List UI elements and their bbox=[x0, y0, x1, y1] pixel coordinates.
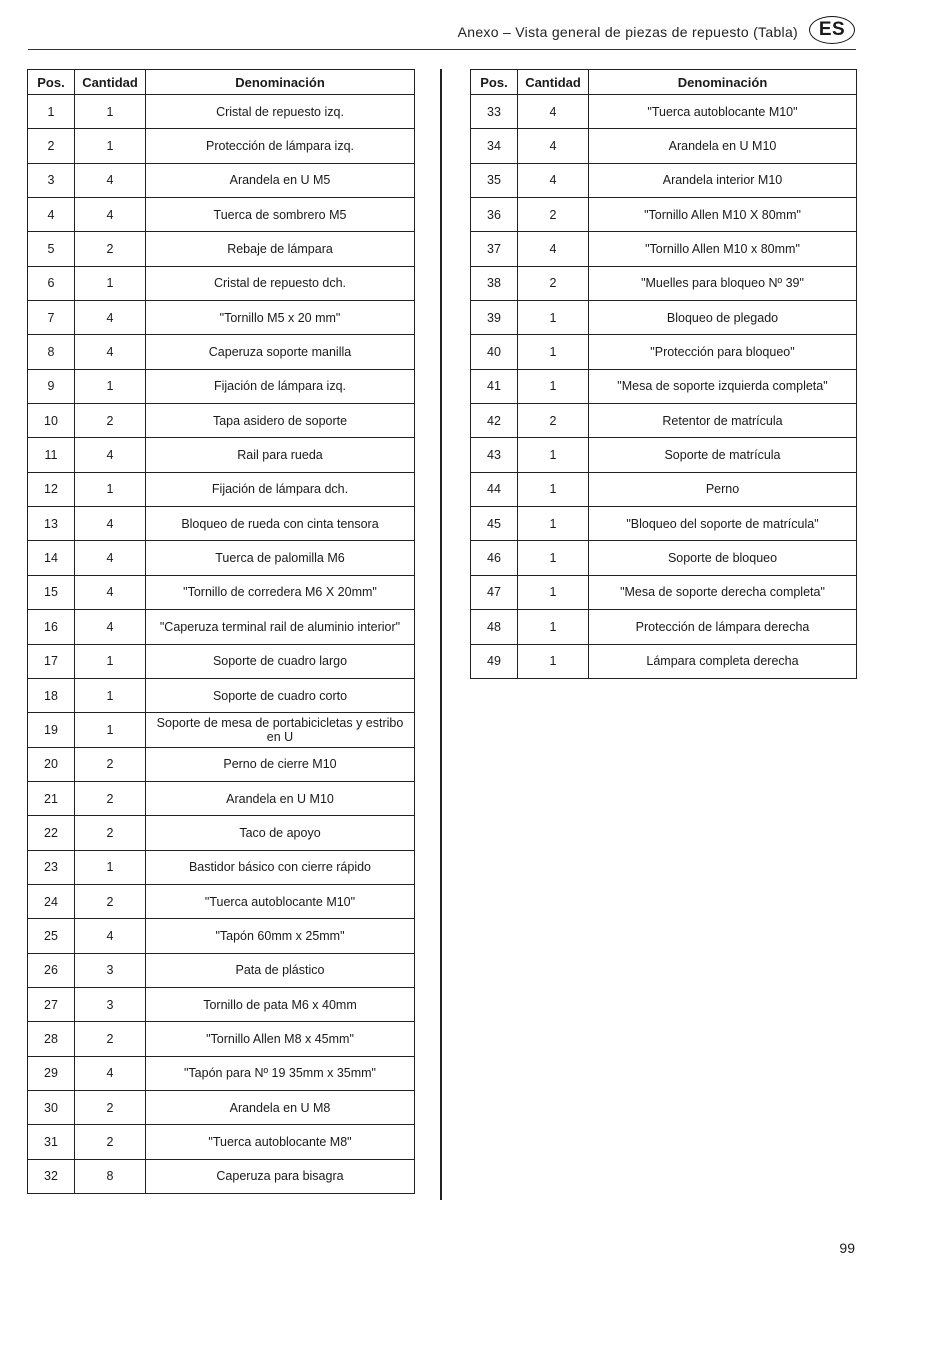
part-position: 12 bbox=[28, 472, 75, 506]
table-row bbox=[28, 198, 415, 232]
part-quantity: 2 bbox=[75, 1090, 146, 1124]
part-name: Perno de cierre M10 bbox=[146, 747, 415, 781]
part-position: 19 bbox=[28, 713, 75, 747]
part-quantity: 4 bbox=[75, 919, 146, 953]
table-row bbox=[471, 472, 857, 506]
part-name: Arandela en U M10 bbox=[146, 781, 415, 815]
table-row bbox=[28, 232, 415, 266]
part-quantity: 1 bbox=[75, 850, 146, 884]
part-quantity: 1 bbox=[518, 472, 589, 506]
table-row bbox=[28, 1056, 415, 1090]
table-row bbox=[471, 335, 857, 369]
part-name: Bloqueo de plegado bbox=[589, 301, 857, 335]
part-name: Soporte de cuadro corto bbox=[146, 678, 415, 712]
table-row bbox=[28, 95, 415, 129]
part-quantity: 4 bbox=[75, 438, 146, 472]
part-position: 16 bbox=[28, 610, 75, 644]
part-name: Caperuza para bisagra bbox=[146, 1159, 415, 1193]
part-quantity: 1 bbox=[75, 472, 146, 506]
part-quantity: 4 bbox=[75, 610, 146, 644]
table-row bbox=[28, 266, 415, 300]
part-quantity: 2 bbox=[75, 884, 146, 918]
part-name: Rebaje de lámpara bbox=[146, 232, 415, 266]
part-position: 4 bbox=[28, 198, 75, 232]
table-row bbox=[28, 850, 415, 884]
part-position: 2 bbox=[28, 129, 75, 163]
part-name: Tuerca de palomilla M6 bbox=[146, 541, 415, 575]
table-row bbox=[471, 507, 857, 541]
table-row bbox=[28, 335, 415, 369]
part-quantity: 4 bbox=[75, 575, 146, 609]
part-quantity: 1 bbox=[518, 507, 589, 541]
part-name: Soporte de mesa de portabicicletas y estribo en U bbox=[146, 713, 415, 747]
table-row bbox=[471, 301, 857, 335]
part-position: 13 bbox=[28, 507, 75, 541]
part-name: "Tornillo Allen M10 x 80mm" bbox=[589, 232, 857, 266]
column-header-name: Denominación bbox=[146, 70, 415, 95]
table-row bbox=[471, 129, 857, 163]
part-quantity: 1 bbox=[75, 129, 146, 163]
part-position: 43 bbox=[471, 438, 518, 472]
part-position: 10 bbox=[28, 404, 75, 438]
table-row bbox=[28, 1022, 415, 1056]
part-position: 27 bbox=[28, 987, 75, 1021]
table-row bbox=[28, 678, 415, 712]
part-quantity: 2 bbox=[75, 404, 146, 438]
part-name: "Tornillo Allen M8 x 45mm" bbox=[146, 1022, 415, 1056]
part-quantity: 1 bbox=[518, 575, 589, 609]
part-position: 22 bbox=[28, 816, 75, 850]
part-quantity: 4 bbox=[75, 198, 146, 232]
part-quantity: 4 bbox=[75, 541, 146, 575]
part-quantity: 1 bbox=[75, 644, 146, 678]
part-quantity: 4 bbox=[75, 301, 146, 335]
part-name: "Tornillo de corredera M6 X 20mm" bbox=[146, 575, 415, 609]
part-position: 34 bbox=[471, 129, 518, 163]
table-row bbox=[28, 713, 415, 747]
part-position: 37 bbox=[471, 232, 518, 266]
part-name: Soporte de cuadro largo bbox=[146, 644, 415, 678]
part-quantity: 1 bbox=[518, 541, 589, 575]
part-position: 29 bbox=[28, 1056, 75, 1090]
column-divider bbox=[440, 69, 442, 1200]
part-position: 31 bbox=[28, 1125, 75, 1159]
part-position: 40 bbox=[471, 335, 518, 369]
table-row bbox=[471, 438, 857, 472]
part-quantity: 4 bbox=[75, 163, 146, 197]
table-row bbox=[471, 610, 857, 644]
part-name: "Muelles para bloqueo Nº 39" bbox=[589, 266, 857, 300]
table-row bbox=[471, 266, 857, 300]
part-quantity: 4 bbox=[518, 232, 589, 266]
table-row bbox=[28, 747, 415, 781]
table-row bbox=[28, 1159, 415, 1193]
part-name: "Caperuza terminal rail de aluminio interior" bbox=[146, 610, 415, 644]
part-position: 3 bbox=[28, 163, 75, 197]
part-quantity: 1 bbox=[518, 301, 589, 335]
part-quantity: 4 bbox=[518, 163, 589, 197]
part-name: "Tuerca autoblocante M8" bbox=[146, 1125, 415, 1159]
part-quantity: 4 bbox=[518, 95, 589, 129]
table-row bbox=[28, 953, 415, 987]
part-quantity: 4 bbox=[75, 507, 146, 541]
part-position: 42 bbox=[471, 404, 518, 438]
part-position: 38 bbox=[471, 266, 518, 300]
part-position: 48 bbox=[471, 610, 518, 644]
part-name: "Mesa de soporte izquierda completa" bbox=[589, 369, 857, 403]
header-divider bbox=[28, 49, 856, 50]
table-row bbox=[471, 198, 857, 232]
part-quantity: 3 bbox=[75, 953, 146, 987]
part-quantity: 8 bbox=[75, 1159, 146, 1193]
table-row bbox=[28, 507, 415, 541]
part-position: 28 bbox=[28, 1022, 75, 1056]
table-row bbox=[28, 575, 415, 609]
part-name: Bastidor básico con cierre rápido bbox=[146, 850, 415, 884]
part-name: Protección de lámpara derecha bbox=[589, 610, 857, 644]
table-row bbox=[28, 1125, 415, 1159]
part-name: Fijación de lámpara dch. bbox=[146, 472, 415, 506]
part-position: 30 bbox=[28, 1090, 75, 1124]
table-row bbox=[471, 95, 857, 129]
table-row bbox=[471, 644, 857, 678]
table-row bbox=[471, 369, 857, 403]
table-row bbox=[28, 781, 415, 815]
part-position: 7 bbox=[28, 301, 75, 335]
part-name: Cristal de repuesto izq. bbox=[146, 95, 415, 129]
part-quantity: 1 bbox=[518, 369, 589, 403]
part-position: 49 bbox=[471, 644, 518, 678]
part-quantity: 2 bbox=[75, 781, 146, 815]
part-name: "Tuerca autoblocante M10" bbox=[589, 95, 857, 129]
part-name: Cristal de repuesto dch. bbox=[146, 266, 415, 300]
part-quantity: 2 bbox=[75, 232, 146, 266]
part-position: 8 bbox=[28, 335, 75, 369]
part-position: 20 bbox=[28, 747, 75, 781]
table-row bbox=[471, 541, 857, 575]
part-name: Soporte de bloqueo bbox=[589, 541, 857, 575]
table-row bbox=[28, 610, 415, 644]
table-row bbox=[28, 1090, 415, 1124]
part-quantity: 1 bbox=[75, 95, 146, 129]
part-quantity: 2 bbox=[518, 198, 589, 232]
part-quantity: 1 bbox=[518, 438, 589, 472]
part-name: Protección de lámpara izq. bbox=[146, 129, 415, 163]
part-name: Arandela en U M5 bbox=[146, 163, 415, 197]
parts-table-left bbox=[27, 69, 415, 1194]
table-row bbox=[28, 438, 415, 472]
column-header-qty: Cantidad bbox=[75, 70, 146, 95]
part-name: Bloqueo de rueda con cinta tensora bbox=[146, 507, 415, 541]
table-row bbox=[471, 404, 857, 438]
table-row bbox=[28, 644, 415, 678]
part-name: Tapa asidero de soporte bbox=[146, 404, 415, 438]
table-row bbox=[28, 541, 415, 575]
table-row bbox=[28, 884, 415, 918]
column-header-pos: Pos. bbox=[28, 70, 75, 95]
table-row bbox=[28, 404, 415, 438]
part-position: 18 bbox=[28, 678, 75, 712]
table-row bbox=[471, 163, 857, 197]
part-name: "Mesa de soporte derecha completa" bbox=[589, 575, 857, 609]
part-position: 45 bbox=[471, 507, 518, 541]
part-quantity: 1 bbox=[518, 335, 589, 369]
part-quantity: 2 bbox=[75, 1022, 146, 1056]
part-name: Rail para rueda bbox=[146, 438, 415, 472]
table-header-row bbox=[471, 70, 857, 95]
part-quantity: 1 bbox=[75, 369, 146, 403]
part-name: "Tapón 60mm x 25mm" bbox=[146, 919, 415, 953]
part-quantity: 4 bbox=[518, 129, 589, 163]
column-header-qty: Cantidad bbox=[518, 70, 589, 95]
part-position: 9 bbox=[28, 369, 75, 403]
part-position: 33 bbox=[471, 95, 518, 129]
part-name: Arandela en U M8 bbox=[146, 1090, 415, 1124]
part-position: 23 bbox=[28, 850, 75, 884]
part-position: 11 bbox=[28, 438, 75, 472]
part-quantity: 4 bbox=[75, 335, 146, 369]
part-name: "Tuerca autoblocante M10" bbox=[146, 884, 415, 918]
part-quantity: 2 bbox=[518, 404, 589, 438]
table-row bbox=[28, 163, 415, 197]
part-quantity: 4 bbox=[75, 1056, 146, 1090]
part-position: 17 bbox=[28, 644, 75, 678]
part-position: 26 bbox=[28, 953, 75, 987]
part-position: 36 bbox=[471, 198, 518, 232]
part-name: Arandela interior M10 bbox=[589, 163, 857, 197]
part-quantity: 1 bbox=[518, 644, 589, 678]
part-position: 21 bbox=[28, 781, 75, 815]
part-name: Retentor de matrícula bbox=[589, 404, 857, 438]
part-position: 14 bbox=[28, 541, 75, 575]
page-header-title: Anexo – Vista general de piezas de repuesto (Tabla) bbox=[457, 24, 798, 40]
table-row bbox=[28, 301, 415, 335]
part-position: 39 bbox=[471, 301, 518, 335]
part-position: 41 bbox=[471, 369, 518, 403]
column-header-pos: Pos. bbox=[471, 70, 518, 95]
language-badge: ES bbox=[809, 16, 855, 44]
table-row bbox=[28, 987, 415, 1021]
column-header-name: Denominación bbox=[589, 70, 857, 95]
part-name: "Tornillo M5 x 20 mm" bbox=[146, 301, 415, 335]
part-position: 47 bbox=[471, 575, 518, 609]
part-name: Tuerca de sombrero M5 bbox=[146, 198, 415, 232]
part-name: "Bloqueo del soporte de matrícula" bbox=[589, 507, 857, 541]
part-name: Arandela en U M10 bbox=[589, 129, 857, 163]
part-quantity: 2 bbox=[75, 1125, 146, 1159]
part-quantity: 1 bbox=[518, 610, 589, 644]
part-quantity: 1 bbox=[75, 678, 146, 712]
part-position: 15 bbox=[28, 575, 75, 609]
part-name: "Tapón para Nº 19 35mm x 35mm" bbox=[146, 1056, 415, 1090]
part-quantity: 2 bbox=[75, 747, 146, 781]
part-name: Lámpara completa derecha bbox=[589, 644, 857, 678]
table-header-row bbox=[28, 70, 415, 95]
part-position: 32 bbox=[28, 1159, 75, 1193]
part-name: Tornillo de pata M6 x 40mm bbox=[146, 987, 415, 1021]
part-name: "Tornillo Allen M10 X 80mm" bbox=[589, 198, 857, 232]
parts-table-right bbox=[470, 69, 857, 679]
part-position: 6 bbox=[28, 266, 75, 300]
part-position: 24 bbox=[28, 884, 75, 918]
table-row bbox=[28, 816, 415, 850]
page-number: 99 bbox=[839, 1240, 855, 1256]
part-position: 46 bbox=[471, 541, 518, 575]
part-name: Fijación de lámpara izq. bbox=[146, 369, 415, 403]
table-row bbox=[28, 472, 415, 506]
part-quantity: 1 bbox=[75, 713, 146, 747]
table-row bbox=[471, 232, 857, 266]
part-name: "Protección para bloqueo" bbox=[589, 335, 857, 369]
part-quantity: 3 bbox=[75, 987, 146, 1021]
part-position: 35 bbox=[471, 163, 518, 197]
table-row bbox=[28, 369, 415, 403]
part-position: 25 bbox=[28, 919, 75, 953]
part-name: Pata de plástico bbox=[146, 953, 415, 987]
table-row bbox=[471, 575, 857, 609]
part-name: Perno bbox=[589, 472, 857, 506]
part-position: 1 bbox=[28, 95, 75, 129]
part-quantity: 2 bbox=[518, 266, 589, 300]
part-name: Soporte de matrícula bbox=[589, 438, 857, 472]
part-quantity: 1 bbox=[75, 266, 146, 300]
part-name: Caperuza soporte manilla bbox=[146, 335, 415, 369]
part-position: 5 bbox=[28, 232, 75, 266]
part-quantity: 2 bbox=[75, 816, 146, 850]
table-row bbox=[28, 919, 415, 953]
table-row bbox=[28, 129, 415, 163]
part-position: 44 bbox=[471, 472, 518, 506]
part-name: Taco de apoyo bbox=[146, 816, 415, 850]
